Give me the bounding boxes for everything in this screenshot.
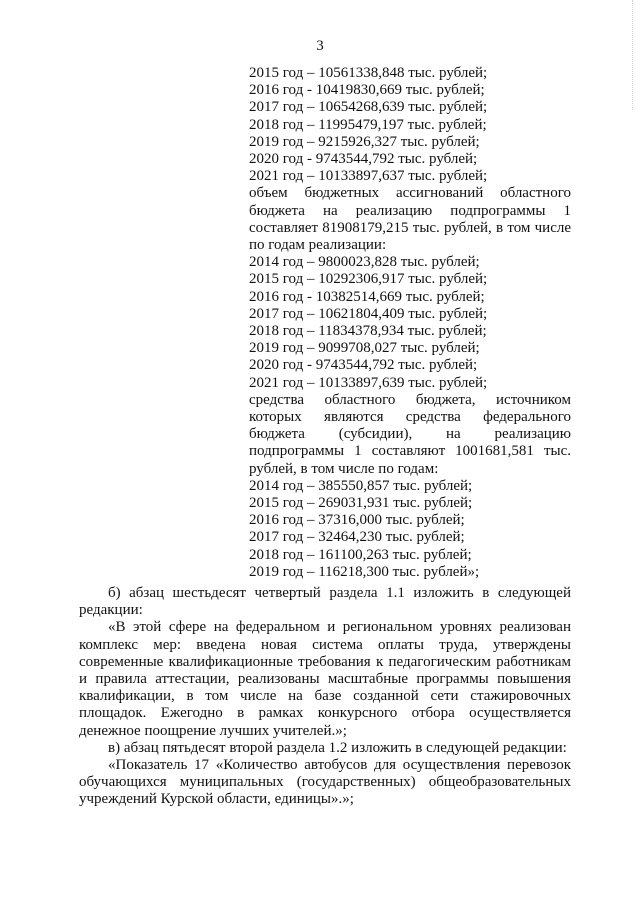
year-line: 2015 год – 269031,931 тыс. рублей; xyxy=(249,495,473,512)
year-line: 2014 год – 385550,857 тыс. рублей; xyxy=(249,477,473,494)
year-line: 2016 год – 37316,000 тыс. рублей; xyxy=(249,512,465,529)
year-line: 2019 год – 116218,300 тыс. рублей»; xyxy=(249,563,480,580)
year-line: 2021 год – 10133897,639 тыс. рублей; xyxy=(249,374,488,391)
year-line: 2018 год – 161100,263 тыс. рублей; xyxy=(249,546,472,563)
amendments-body xyxy=(79,585,571,809)
year-list-federal xyxy=(249,478,571,581)
year-line: 2015 год – 10561338,848 тыс. рублей; xyxy=(249,65,488,81)
funding-column xyxy=(249,65,571,581)
year-line: 2018 год – 11834378,934 тыс. рублей; xyxy=(249,323,487,340)
year-line: 2020 год - 9743544,792 тыс. рублей; xyxy=(249,357,478,374)
amendment-v-quote: «Показатель 17 «Количество автобусов для осуществления перевозок обучающихся муниципальных (государственных) общеобразовательных учреждений Курской области, единицы».»; xyxy=(79,757,571,808)
amendment-b: б) абзац шестьдесят четвертый раздела 1.1 изложить в следующей редакции: xyxy=(79,585,571,619)
year-line: 2016 год - 10382514,669 тыс. рублей; xyxy=(249,288,485,305)
year-line: 2017 год – 10621804,409 тыс. рублей; xyxy=(249,305,488,322)
year-line: 2019 год – 9099708,027 тыс. рублей; xyxy=(249,340,480,357)
year-line: 2016 год - 10419830,669 тыс. рублей; xyxy=(249,82,485,99)
year-list-total xyxy=(249,65,571,185)
amendment-b-quote: «В этой сфере на федеральном и региональном уровнях реализован комплекс мер: введена новая система оплаты труда, утверждены современные квалификационные требования к педагогическим работникам и правила аттестации, реализованы масштабные программы повышения квалификации, в том числе на базе созданной сети стажировочных площадок. Ежегодно в рамках конкурсного отбора осуществляется денежное поощрение лучших учителей.»; xyxy=(79,619,571,739)
amendment-v: в) абзац пятьдесят второй раздела 1.2 изложить в следующей редакции: xyxy=(108,739,567,756)
year-line: 2014 год – 9800023,828 тыс. рублей; xyxy=(249,254,480,271)
scan-edge-mark xyxy=(632,0,636,110)
page-number: 3 xyxy=(316,38,324,54)
year-line: 2020 год - 9743544,792 тыс. рублей; xyxy=(249,151,478,168)
year-line: 2015 год – 10292306,917 тыс. рублей; xyxy=(249,271,488,288)
year-line: 2021 год – 10133897,637 тыс. рублей; xyxy=(249,168,488,185)
year-list-regional xyxy=(249,254,571,392)
year-line: 2018 год – 11995479,197 тыс. рублей; xyxy=(249,116,487,133)
regional-budget-intro: объем бюджетных ассигнований областного бюджета на реализацию подпрограммы 1 составляет 81908179,215 тыс. рублей, в том числе по годам реализации: xyxy=(249,185,571,254)
year-line: 2017 год – 10654268,639 тыс. рублей; xyxy=(249,99,488,116)
federal-subsidy-intro: средства областного бюджета, источником которых являются средства федерального бюджета (субсидии), на реализацию подпрограммы 1 составляют 1001681,581 тыс. рублей, в том числе по годам: xyxy=(249,391,571,477)
year-line: 2017 год – 32464,230 тыс. рублей; xyxy=(249,529,465,546)
year-line: 2019 год – 9215926,327 тыс. рублей; xyxy=(249,133,480,150)
